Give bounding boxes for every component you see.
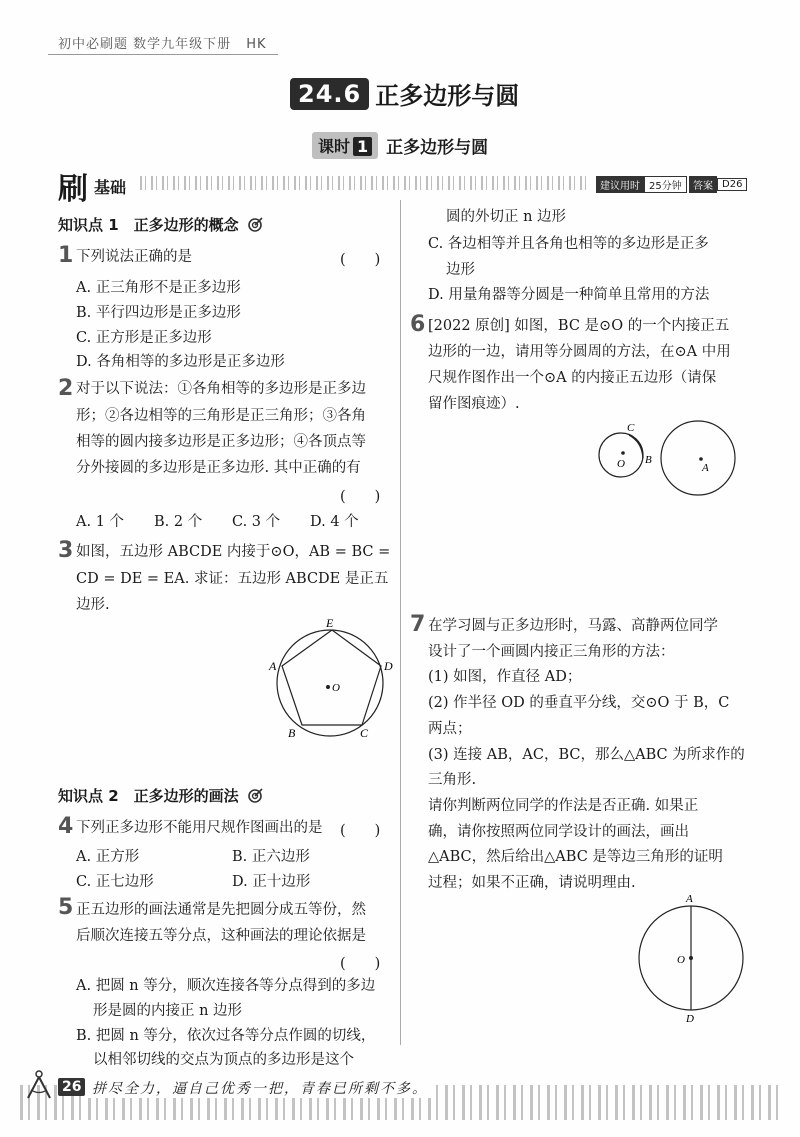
q3-label-d: D <box>384 659 393 673</box>
q5-line-2: 后顺次连接五等分点，这种画法的理论依据是 <box>76 928 366 944</box>
q1-option-d: D. 各角相等的多边形是正多边形 <box>76 354 285 370</box>
question-5-paren: ( ) <box>340 956 381 972</box>
knowledge-point-1 <box>58 214 264 236</box>
question-2-paren: ( ) <box>340 489 381 505</box>
q2-option-a: A. 1 个 <box>76 514 125 530</box>
q7-line-1: 在学习圆与正多边形时，马露、高静两位同学 <box>428 618 718 634</box>
lesson-tag <box>312 132 378 159</box>
target-icon <box>248 216 264 236</box>
q5-option-c-line-2: 边形 <box>446 262 475 278</box>
answer-box <box>689 176 747 193</box>
book-title: 初中必刷题 数学九年级下册 <box>58 37 232 52</box>
section-title <box>290 76 519 111</box>
question-4-stem: 下列正多边形不能用尺规作图画出的是 <box>76 820 323 836</box>
q7-line-10: △ABC，然后给出△ABC 是等边三角形的证明 <box>428 849 723 865</box>
q3-label-c: C <box>360 726 369 740</box>
q5-option-c-line-1: C. 各边相等并且各角也相等的多边形是正多 <box>428 236 709 252</box>
q6-line-3: 尺规作图作出一个⊙A 的内接正五边形（请保 <box>428 370 717 386</box>
q5-line-1: 正五边形的画法通常是先把圆分成五等份，然 <box>76 902 366 918</box>
q2-line-2: 形；②各边相等的三角形是正三角形；③各角 <box>76 408 366 424</box>
time-value: 25分钟 <box>644 176 687 193</box>
q7-line-5: 两点； <box>428 721 472 737</box>
q5-option-b-line-3: 圆的外切正 n 边形 <box>446 209 567 225</box>
q7-label-a: A <box>686 893 693 905</box>
q6-circles-figure <box>595 415 745 500</box>
book-header <box>58 33 267 52</box>
q2-option-b: B. 2 个 <box>154 514 203 530</box>
question-3-number: 3 <box>58 538 74 563</box>
q7-line-11: 过程；如果不正确，请说明理由. <box>428 875 636 891</box>
target-icon <box>248 787 264 807</box>
q3-line-1: 如图，五边形 ABCDE 内接于⊙O，AB = BC = <box>76 544 391 560</box>
q3-label-e: E <box>326 616 334 630</box>
q7-line-8: 请你判断两位同学的作法是否正确. 如果正 <box>428 798 699 814</box>
q6-label-b: B <box>645 454 652 466</box>
q4-option-b: B. 正六边形 <box>232 849 310 865</box>
lesson-title-text: 正多边形与圆 <box>386 138 489 158</box>
knowledge-point-2 <box>58 785 264 807</box>
q6-line-1: [2022 原创] 如图，BC 是⊙O 的一个内接正五 <box>428 318 730 334</box>
q6-label-o: O <box>617 458 625 470</box>
q3-pentagon-figure <box>260 615 400 740</box>
q7-label-d: D <box>686 1013 694 1025</box>
time-box <box>596 176 687 193</box>
q6-label-a: A <box>702 462 709 474</box>
q3-label-b: B <box>288 726 296 740</box>
lesson-title <box>312 132 488 159</box>
q5-option-b-line-2: 以相邻切线的交点为顶点的多边形是这个 <box>93 1052 354 1068</box>
q7-line-2: 设计了一个画圆内接正三角形的方法： <box>428 644 675 660</box>
question-1-number: 1 <box>58 243 74 268</box>
basics-label: 刷 <box>58 172 88 207</box>
q4-option-a: A. 正方形 <box>76 849 140 865</box>
kp2-title: 知识点 2 正多边形的画法 <box>58 787 239 805</box>
question-5-number: 5 <box>58 895 74 920</box>
compass-icon <box>22 1068 56 1102</box>
q7-line-3: (1) 如图，作直径 AD； <box>428 669 582 685</box>
time-key: 建议用时 <box>596 176 644 193</box>
q7-line-4: (2) 作半径 OD 的垂直平分线，交⊙O 于 B，C <box>428 695 730 711</box>
q2-line-4: 分外接圆的多边形是正多边形. 其中正确的有 <box>76 460 361 476</box>
q6-line-2: 边形的一边，请用等分圆周的方法，在⊙A 中用 <box>428 344 731 360</box>
footer-motto: 拼尽全力，逼自己优秀一把，青春已所剩不多。 <box>88 1078 432 1098</box>
q7-line-7: 三角形. <box>428 772 477 788</box>
question-7-number: 7 <box>410 612 426 637</box>
q5-option-d-line-1: D. 用量角器等分圆是一种简单且常用的方法 <box>428 287 710 303</box>
basics-stripe <box>140 176 590 190</box>
question-4-paren: ( ) <box>340 823 381 839</box>
q2-line-3: 相等的圆内接多边形是正多边形；④各顶点等 <box>76 434 366 450</box>
question-1-paren: ( ) <box>340 252 381 268</box>
q7-label-o: O <box>677 954 685 966</box>
section-title-text: 正多边形与圆 <box>375 81 520 110</box>
q7-circle-figure <box>630 888 755 1028</box>
question-4-number: 4 <box>58 814 74 839</box>
q6-line-4: 留作图痕迹）. <box>428 396 520 412</box>
page-number: 26 <box>58 1078 85 1096</box>
q3-line-3: 边形. <box>76 597 110 613</box>
column-divider <box>400 200 401 1045</box>
question-1-stem: 下列说法正确的是 <box>76 249 192 265</box>
q2-option-d: D. 4 个 <box>310 514 359 530</box>
q2-option-c: C. 3 个 <box>232 514 281 530</box>
lesson-tag-text: 课时 <box>318 137 351 156</box>
answer-key: 答案 <box>689 176 717 193</box>
lesson-number: 1 <box>353 137 372 156</box>
section-number: 24.6 <box>290 78 369 110</box>
q1-option-b: B. 平行四边形是正多边形 <box>76 305 241 321</box>
q1-option-c: C. 正方形是正多边形 <box>76 330 212 346</box>
q3-label-o: O <box>332 682 340 694</box>
header-rule <box>48 54 278 55</box>
edition-label: HK <box>246 37 267 52</box>
kp1-title: 知识点 1 正多边形的概念 <box>58 216 239 234</box>
q7-line-9: 确，请你按照两位同学设计的画法，画出 <box>428 824 689 840</box>
question-2-number: 2 <box>58 376 74 401</box>
q3-label-a: A <box>269 659 277 673</box>
q2-line-1: 对于以下说法：①各角相等的多边形是正多边 <box>76 381 366 397</box>
q1-option-a: A. 正三角形不是正多边形 <box>76 280 241 296</box>
q5-option-b-line-1: B. 把圆 n 等分，依次过各等分点作圆的切线， <box>76 1028 376 1044</box>
q3-line-2: CD = DE = EA. 求证：五边形 ABCDE 是正五 <box>76 571 389 587</box>
q4-option-d: D. 正十边形 <box>232 874 311 890</box>
answer-value: D26 <box>717 178 747 191</box>
basics-sub: 基础 <box>94 178 127 197</box>
q5-option-a-line-1: A. 把圆 n 等分，顺次连接各等分点得到的多边 <box>76 978 376 994</box>
q7-line-6: (3) 连接 AB，AC，BC，那么△ABC 为所求作的 <box>428 747 745 763</box>
q6-label-c: C <box>627 422 635 434</box>
q5-option-a-line-2: 形是圆的内接正 n 边形 <box>93 1003 243 1019</box>
question-6-number: 6 <box>410 312 426 337</box>
q4-option-c: C. 正七边形 <box>76 874 154 890</box>
